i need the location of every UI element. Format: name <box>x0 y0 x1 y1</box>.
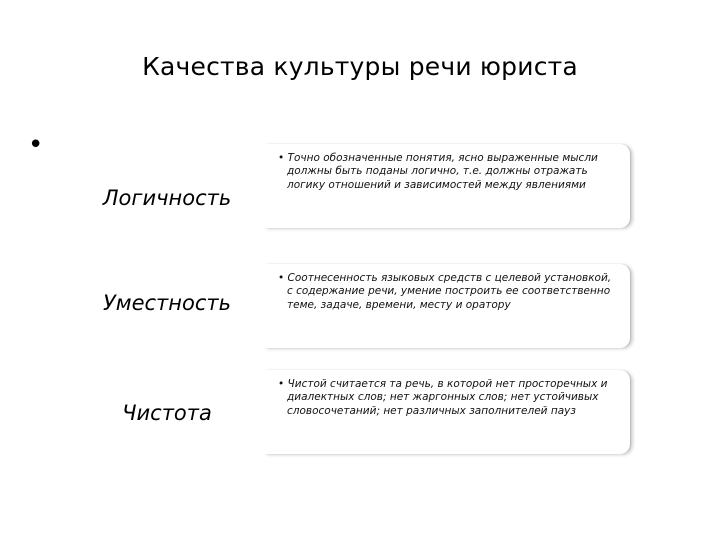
description-card-purity <box>264 370 630 454</box>
slide-bullet: • <box>28 130 44 160</box>
description-text <box>278 152 620 192</box>
description-bullet: • <box>278 378 285 390</box>
description-card-logicality <box>264 144 630 228</box>
description-body: Чистой считается та речь, в которой нет просторечных и диалектных слов; нет жаргонных слов; нет устойчивых словосочетаний; нет различных заполнителей пауз <box>287 378 608 417</box>
description-text <box>278 272 620 312</box>
term-logicality: Логичность <box>102 186 232 210</box>
description-bullet: • <box>278 152 285 164</box>
description-body: Точно обозначенные понятия, ясно выраженные мысли должны быть поданы логично, т.е. должны отражать логику отношений и зависимостей между явлениями <box>287 152 598 191</box>
description-card-appropriateness <box>264 264 630 348</box>
description-body: Соотнесенность языковых средств с целевой установкой, с содержание речи, умение построить ее соответственно теме, задаче, времени, месту и оратору <box>287 272 612 311</box>
term-appropriateness: Уместность <box>102 291 232 315</box>
description-bullet: • <box>278 272 285 284</box>
term-purity: Чистота <box>122 401 212 425</box>
slide-title: Качества культуры речи юриста <box>142 52 578 81</box>
description-text <box>278 378 620 418</box>
